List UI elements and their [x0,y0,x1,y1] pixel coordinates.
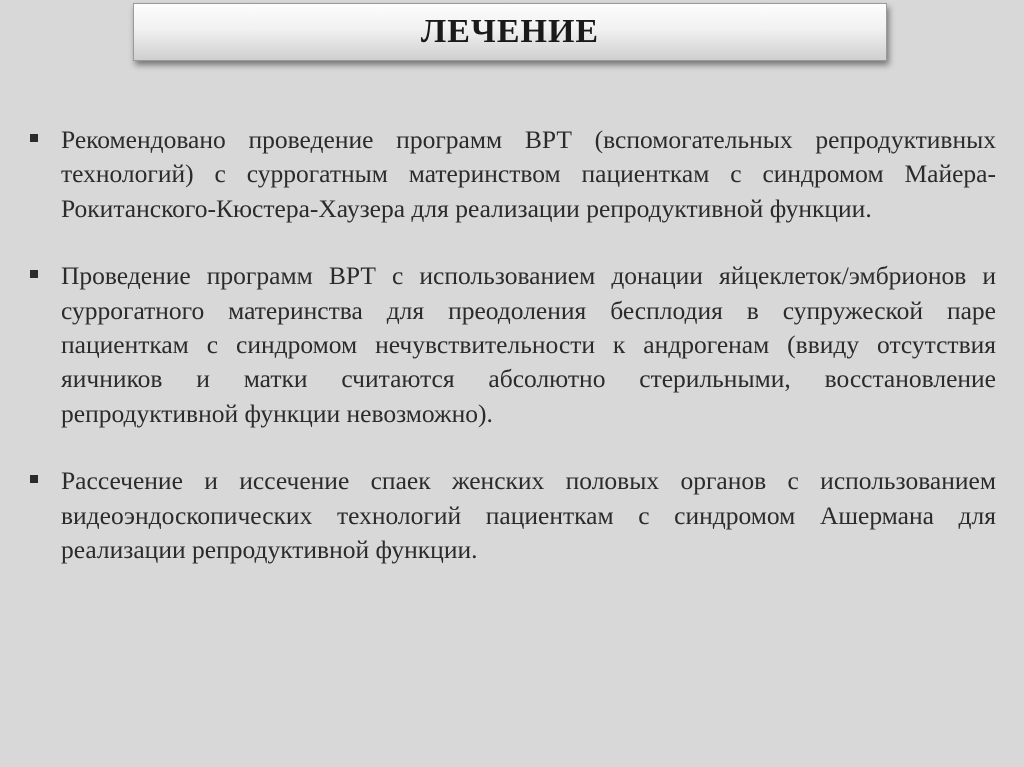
list-item [30,123,996,226]
title-box [133,3,887,61]
list-item-text: Рекомендовано проведение программ ВРТ (вспомогательных репродуктивных технологий) с суррогатным материнством пациенткам с синдромом Майера-Рокитанского-Кюстера-Хаузера для реализации репродуктивной функции. [61,125,996,223]
bullet-list [30,123,996,600]
square-bullet-icon [30,475,38,483]
square-bullet-icon [30,134,38,142]
list-item-text: Рассечение и иссечение спаек женских половых органов с использованием видеоэндоскопических технологий пациенткам с синдромом Ашермана для реализации репродуктивной функции. [61,466,996,565]
list-item-text: Проведение программ ВРТ с использованием донации яйцеклеток/эмбрионов и суррогатного материнства для преодоления бесплодия в супружеской паре пациенткам с синдромом нечувствительности к андрогенам (ввиду отсутствия яичников и матки считаются абсолютно стерильными, восстановление репродуктивной функции невозможно). [61,261,996,428]
slide-title: ЛЕЧЕНИЕ [420,13,600,50]
list-item [30,259,996,431]
square-bullet-icon [30,270,38,278]
list-item [30,464,996,567]
